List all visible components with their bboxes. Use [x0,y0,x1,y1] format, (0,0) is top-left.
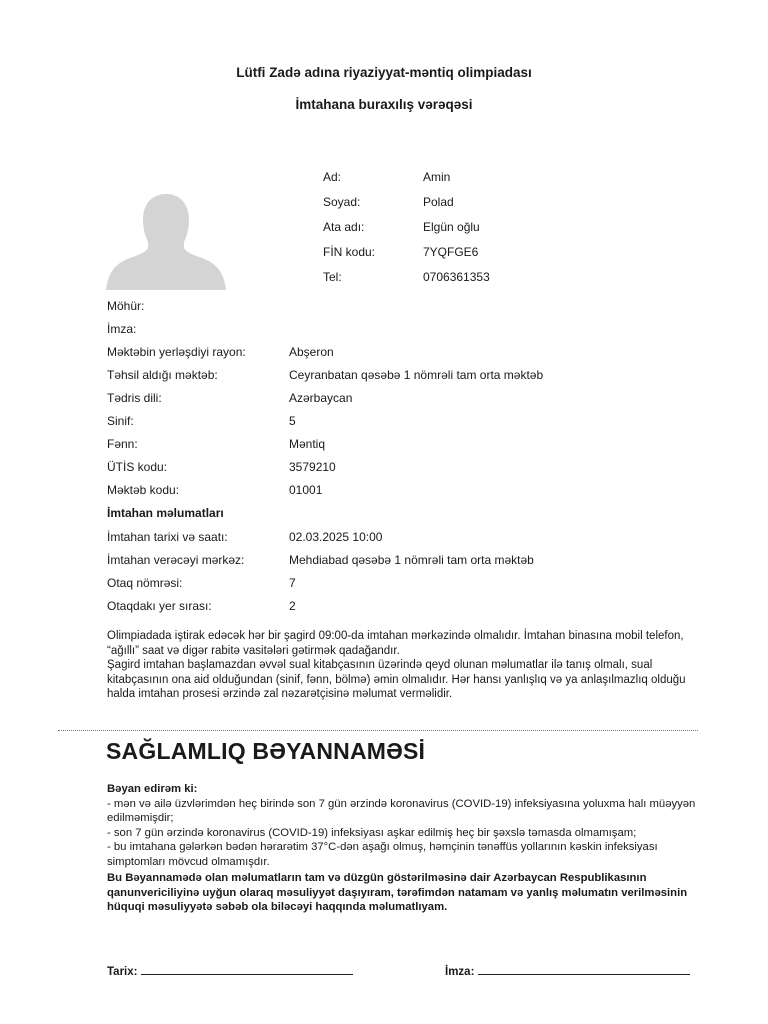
date-signature-field [107,964,353,978]
school-district-label: Məktəbin yerləşdiyi rayon: [107,345,246,359]
date-label: Tarix: [107,966,138,978]
document-title: Lütfi Zadə adına riyaziyyat-məntiq olimpiadası [236,65,532,80]
seat-number-label: Otaqdakı yer sırası: [107,599,212,613]
stamp-label: Möhür: [107,299,145,313]
school-code-label: Məktəb kodu: [107,483,180,497]
person-silhouette-svg [106,192,226,290]
sign-line[interactable] [478,964,690,975]
exam-datetime-label: İmtahan tarixi və saatı: [107,530,228,544]
seat-number-value: 2 [289,599,296,613]
father-name-label: Ata adı: [323,220,365,234]
first-name-label: Ad: [323,170,342,184]
phone-value: 0706361353 [423,270,490,284]
language-value: Azərbaycan [289,391,353,405]
rule-paragraph: Şagird imtahan başlamazdan əvvəl sual kitabçasının üzərində qeyd olunan məlumatlar ilə tanış olmalı, sual kitabçasının ona aid olduğundan (sinif, fənn, bölmə) əmin olmalıdır. Hər hansı yanlışlıq və ya anlaşılmazlıq olduğu halda imtahan prosesi ərzində zal nəzarətçisinə məlumat verməlidir. [107,659,686,700]
first-name-value: Amin [423,170,451,184]
school-name-value: Ceyranbatan qəsəbə 1 nömrəli tam orta məktəb [289,368,544,382]
utis-code-label: ÜTİS kodu: [107,460,168,474]
date-line[interactable] [141,964,353,975]
exam-datetime-value: 02.03.2025 10:00 [289,530,383,544]
last-name-value: Polad [423,195,454,209]
declaration-closing: Bu Bəyannamədə olan məlumatların tam və düzgün göstərilməsinə dair Azərbaycan Respublikasının qanunvericiliyinə uyğun olaraq məsuliyyət daşıyıram, tərəfimdən natamam və yanlış məlumatın verilməsinin hüquqi məsuliyyətə səbəb ola biləcəyi haqqında məlumatlıyam. [107,872,688,913]
document-subtitle: İmtahana buraxılış vərəqəsi [295,97,473,112]
subject-value: Məntiq [289,437,326,451]
fin-code-label: FİN kodu: [323,245,376,259]
health-declaration-body [107,782,707,915]
cut-line-divider [58,730,698,731]
grade-label: Sinif: [107,414,134,428]
grade-value: 5 [289,414,296,428]
school-code-value: 01001 [289,483,323,497]
declaration-intro: Bəyan edirəm ki: [107,783,198,795]
father-name-value: Elgün oğlu [423,220,480,234]
phone-label: Tel: [323,270,342,284]
language-label: Tədris dili: [107,391,162,405]
exam-section-heading: İmtahan məlumatları [107,506,224,520]
last-name-label: Soyad: [323,195,361,209]
room-number-value: 7 [289,576,296,590]
rule-paragraph: Olimpiadada iştirak edəcək hər bir şagird 09:00-da imtahan mərkəzində olmalıdır. İmtahan binasına mobil telefon, “ağıllı” saat və digər rabitə vasitələri gətirmək qadağandır. [107,630,684,657]
signature-label: İmza: [107,322,137,336]
person-silhouette-icon [106,192,226,290]
sign-signature-field [445,964,690,978]
declaration-item: - bu imtahana gələrkən bədən hərarətim 37°C-dən aşağı olmuş, həmçinin tənəffüs yollarının kəskin infeksiyası simptomları mövcud olmamışdır. [107,841,658,868]
fin-code-value: 7YQFGE6 [423,245,479,259]
room-number-label: Otaq nömrəsi: [107,576,183,590]
health-declaration-title: SAĞLAMLIQ BƏYANNAMƏSİ [106,738,426,764]
exam-center-label: İmtahan verəcəyi mərkəz: [107,553,245,567]
declaration-item: - mən və ailə üzvlərimdən heç birində son 7 gün ərzində koronavirus (COVID-19) infeksiyasına yoluxma halı müəyyən edilməmişdir; [107,797,696,824]
school-name-label: Təhsil aldığı məktəb: [107,368,218,382]
sign-label: İmza: [445,966,475,978]
subject-label: Fənn: [107,437,138,451]
utis-code-value: 3579210 [289,460,336,474]
exam-rules [107,629,707,702]
school-district-value: Abşeron [289,345,334,359]
declaration-item: - son 7 gün ərzində koronavirus (COVID-19) infeksiyası aşkar edilmiş heç bir şəxslə təmasda olmamışam; [107,826,637,839]
exam-center-value: Mehdiabad qəsəbə 1 nömrəli tam orta məktəb [289,553,534,567]
